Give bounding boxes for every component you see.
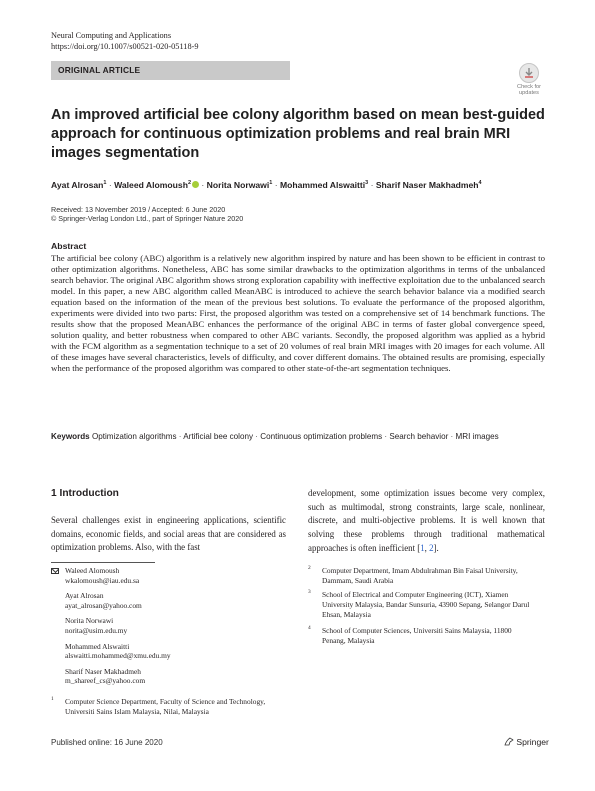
author-separator: · [370, 179, 374, 190]
author-separator: · [274, 179, 278, 190]
author-separator: · [108, 179, 112, 190]
springer-logo [504, 737, 549, 747]
author-name: Ayat Alrosan [51, 179, 104, 190]
author-name: Norita Norwawi [206, 179, 270, 190]
affiliation-text: Computer Science Department, Faculty of Science and Technology, Universiti Sains Islam Malaysia, Nilai, Malaysia [65, 697, 266, 716]
keyword: MRI images [455, 432, 499, 441]
intro-paragraph-left: Several challenges exist in engineering applications, scientific domains, economic fields, and social areas that are considered as optimization problems. Also, with the fast [51, 515, 286, 553]
author-contacts [51, 566, 286, 692]
author-affil-sup: 2 [187, 180, 192, 186]
keyword-separator: · [450, 432, 454, 441]
keywords-label: Keywords [51, 432, 90, 441]
citation-link[interactable]: 1 [420, 542, 425, 553]
contact-entry [51, 616, 286, 635]
contact-email[interactable]: alswaitti.mohammed@xmu.edu.my [65, 651, 171, 661]
affiliation-number: 4 [308, 625, 311, 631]
copyright-notice: © Springer-Verlag London Ltd., part of Springer Nature 2020 [51, 214, 244, 223]
affiliation-text: School of Electrical and Computer Engineering (ICT), Xiamen University Malaysia, Bandar Sunsuria, 43900 Sepang, Selangor Darul Ehsan, Malaysia [322, 590, 530, 619]
author-name: Sharif Naser Makhadmeh [375, 179, 479, 190]
update-icon [519, 63, 539, 83]
contact-entry [51, 566, 286, 585]
footnote-divider [51, 562, 155, 563]
contact-email[interactable]: norita@usim.edu.my [65, 625, 128, 635]
author-name: Waleed Alomoush [114, 179, 188, 190]
author-affil-sup: 4 [478, 180, 482, 186]
keyword-separator: · [384, 432, 388, 441]
affiliation-number: 3 [308, 589, 311, 595]
intro-paragraph-right [308, 487, 545, 556]
keyword: Optimization algorithms [91, 432, 177, 441]
intro-text: development, some optimization issues become very complex, such as multimodal, strong constraints, large scale, nonlinear, discrete, and multi-objective problems. It is well known that solving these problems through traditional mathematical approaches is often inefficient [ [308, 488, 545, 553]
affiliation-text: Computer Department, Imam Abdulrahman Bin Faisal University, Dammam, Saudi Arabia [322, 566, 518, 585]
author-list [51, 177, 551, 191]
contact-email[interactable]: ayat_alrosan@yahoo.com [65, 600, 142, 610]
envelope-icon [51, 568, 59, 574]
check-updates-label: Check for updates [517, 84, 541, 96]
abstract-text: The artificial bee colony (ABC) algorithm is a relatively new algorithm inspired by nature and has been shown to be efficient in contrast to other optimization algorithms. Nonetheless, ABC has some similar drawbacks to the optimization algorithms in terms of the unbalanced search behavior. The original ABC algorithm shows strong exploration capability with ineffective exploitation due to the unbalanced search model. In this paper, a new ABC algorithm called MeanABC is introduced to achieve the search behavior balance via a modified search equation based on the information of the mean of the previous best solutions. To evaluate the performance of the proposed algorithm, experiments were divided into two parts: First, the proposed algorithm was tested on a comprehensive set of 14 benchmark functions. The results show that the proposed MeanABC enhances the performance of the original ABC in terms of faster global convergence speed, solution quality, and better robustness when compared to other ABC variants. Secondly, the proposed algorithm was applied as a hybrid with the FCM algorithm as a segmentation technique to a set of 20 volumes of real brain MRI images with 20 images for each volume. All of these images have several characteristics, levels of difficulty, and cover different domains. The obtained results are promising, especially when the performance of the proposed algorithm was compared to other state-of-the-art segmentation techniques. [51, 253, 545, 373]
citation-separator: , [424, 542, 430, 553]
contact-name: Ayat Alrosan [65, 591, 104, 601]
author-affil-sup: 3 [365, 180, 369, 186]
keyword: Continuous optimization problems [260, 432, 383, 441]
intro-text-end: ]. [433, 542, 439, 553]
affiliation-number: 2 [308, 565, 311, 571]
paper-title: An improved artificial bee colony algorithm based on mean best-guided approach for continuous optimization problems and real brain MRI images segmentation [51, 107, 545, 161]
abstract-heading: Abstract [51, 241, 87, 251]
citation-link[interactable]: 2 [429, 542, 434, 553]
author-separator: · [201, 179, 205, 190]
author-name: Mohammed Alswaitti [279, 179, 366, 190]
keyword: Artificial bee colony [183, 432, 254, 441]
received-accepted-dates: Received: 13 November 2019 / Accepted: 6 June 2020 [51, 205, 226, 214]
contact-name: Sharif Naser Makhadmeh [65, 666, 141, 676]
contact-entry [51, 642, 286, 661]
journal-name: Neural Computing and Applications [51, 31, 172, 40]
author-affil-sup: 1 [103, 180, 107, 186]
article-type-banner: ORIGINAL ARTICLE [51, 61, 290, 80]
published-online-date: Published online: 16 June 2020 [51, 738, 163, 747]
contact-name: Waleed Alomoush [65, 566, 120, 575]
affiliation-text: School of Computer Sciences, Universiti Sains Malaysia, 11800 Penang, Malaysia [322, 626, 512, 645]
contact-name: Norita Norwawi [65, 616, 114, 626]
affiliation-number: 1 [51, 696, 54, 702]
keyword-separator: · [255, 432, 258, 441]
keyword: Search behavior [389, 432, 449, 441]
contact-entry [51, 667, 286, 686]
contact-name: Mohammed Alswaitti [65, 641, 130, 651]
publication-dates [51, 205, 243, 223]
doi-link[interactable]: https://doi.org/10.1007/s00521-020-05118-9 [51, 42, 199, 51]
springer-horse-icon [504, 737, 514, 746]
contact-entry [51, 591, 286, 610]
contact-email[interactable]: m_shareef_cs@yahoo.com [65, 676, 146, 686]
keywords [51, 431, 545, 442]
check-for-updates-badge[interactable] [512, 63, 546, 96]
keyword-separator: · [178, 432, 182, 441]
publisher-name: Springer [516, 737, 549, 747]
section-heading-introduction: 1 Introduction [51, 488, 119, 499]
author-affil-sup: 1 [269, 180, 273, 186]
contact-email[interactable]: wkalomoush@iau.edu.sa [65, 575, 140, 585]
orcid-icon[interactable] [192, 181, 199, 188]
journal-header [51, 30, 199, 52]
